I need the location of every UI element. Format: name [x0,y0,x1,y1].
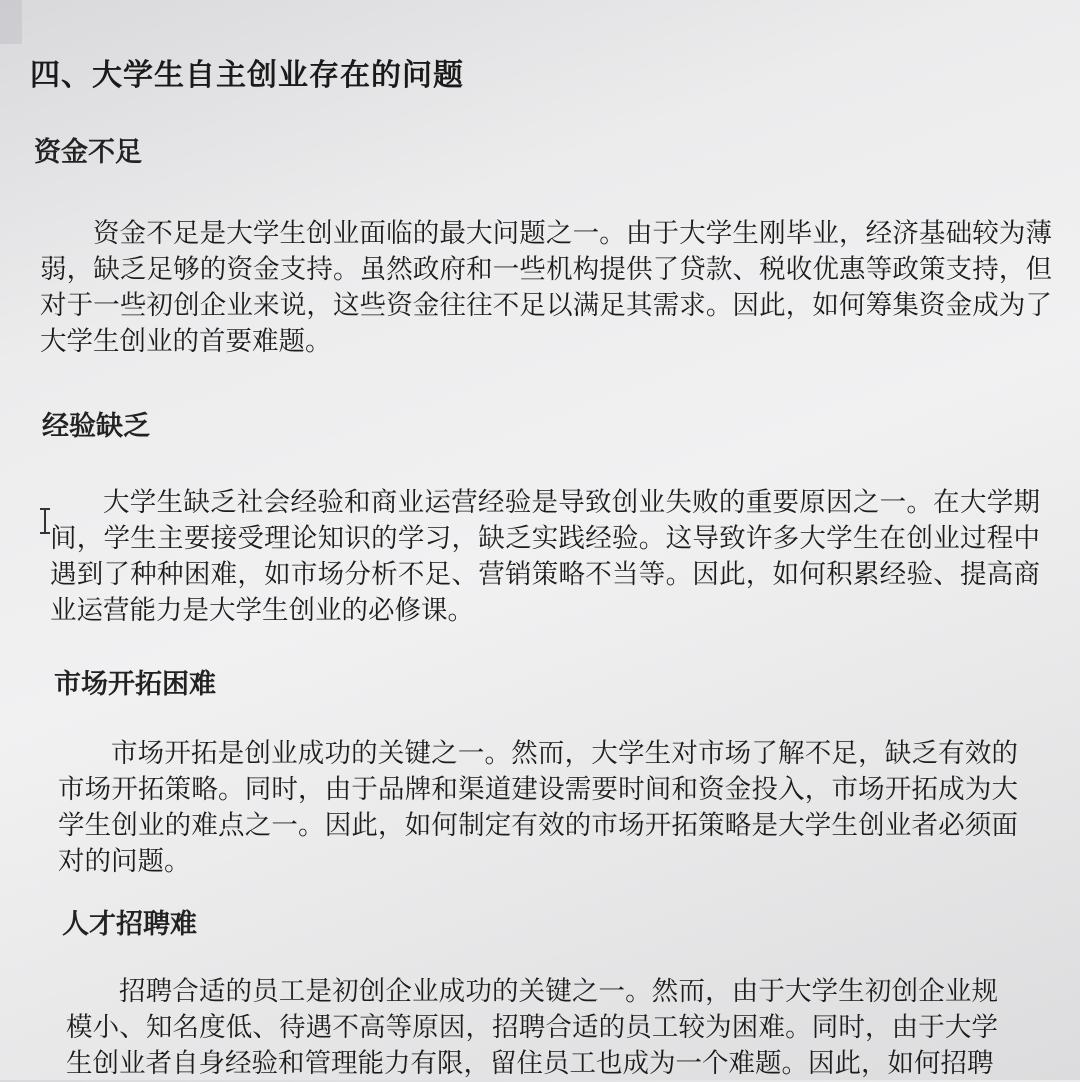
section-title-market: 市场开拓困难 [54,669,216,700]
section-title-talent: 人才招聘难 [62,909,197,940]
section-body-market: 市场开拓是创业成功的关键之一。然而，大学生对市场了解不足，缺乏有效的市场开拓策略。同时，由于品牌和渠道建设需要时间和资金投入，市场开拓成为大学生创业的难点之一。因此，如何制定有效的市场开拓策略是大学生创业者必须面对的问题。 [58,738,1018,877]
section-body-experience: 大学生缺乏社会经验和商业运营经验是导致创业失败的重要原因之一。在大学期间，学生主要接受理论知识的学习，缺乏实践经验。这导致许多大学生在创业过程中遇到了种种困难，如市场分析不足、营销策略不当等。因此，如何积累经验、提高商业运营能力是大学生创业的必修课。 [50,487,1040,626]
document-heading: 四、大学生自主创业存在的问题 [30,58,464,93]
scroll-indicator[interactable] [0,0,22,44]
section-title-funding: 资金不足 [34,137,142,168]
section-body-funding: 资金不足是大学生创业面临的最大问题之一。由于大学生刚毕业，经济基础较为薄弱，缺乏足够的资金支持。虽然政府和一些机构提供了贷款、税收优惠等政策支持，但对于一些初创企业来说，这些资金往往不足以满足其需求。因此，如何筹集资金成为了大学生创业的首要难题。 [40,218,1052,357]
text-cursor-icon [44,508,46,534]
section-body-talent: 招聘合适的员工是初创企业成功的关键之一。然而，由于大学生初创企业规模小、知名度低、待遇不高等原因，招聘合适的员工较为困难。同时，由于大学生创业者自身经验和管理能力有限，留住员工也成为一个难题。因此，如何招聘 [66,976,998,1079]
section-title-experience: 经验缺乏 [42,411,150,442]
